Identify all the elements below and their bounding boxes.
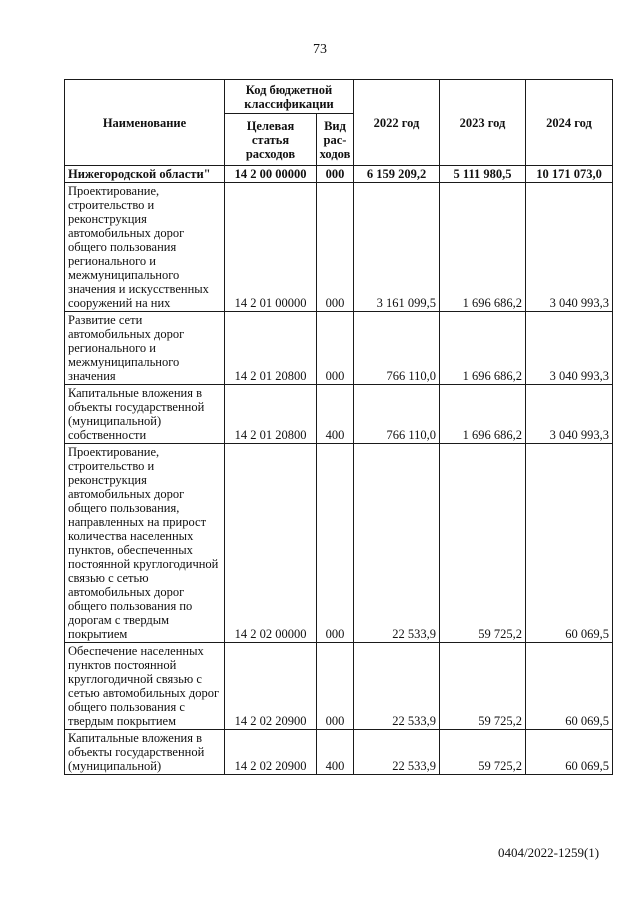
- row-name-cell: Капитальные вложения в объекты государственной (муниципальной): [65, 730, 225, 775]
- row-2022-cell: 22 533,9: [354, 730, 440, 775]
- row-2023-cell: 1 696 686,2: [440, 385, 526, 444]
- header-name: Наименование: [65, 80, 225, 166]
- row-2024-cell: 3 040 993,3: [526, 312, 613, 385]
- row-name-cell: Нижегородской области": [65, 166, 225, 183]
- document-number: 0404/2022-1259(1): [498, 845, 600, 860]
- row-type-cell: 400: [317, 730, 354, 775]
- row-target-cell: 14 2 02 20900: [225, 643, 317, 730]
- row-2024-cell: 60 069,5: [526, 730, 613, 775]
- row-type-cell: 000: [317, 183, 354, 312]
- row-type-cell: 000: [317, 312, 354, 385]
- row-2024-cell: 60 069,5: [526, 444, 613, 643]
- row-2022-cell: 766 110,0: [354, 312, 440, 385]
- row-target-cell: 14 2 00 00000: [225, 166, 317, 183]
- table-row: [65, 444, 613, 643]
- row-target-cell: 14 2 01 00000: [225, 183, 317, 312]
- row-2024-cell: 3 040 993,3: [526, 385, 613, 444]
- row-2022-cell: 3 161 099,5: [354, 183, 440, 312]
- row-name-cell: Развитие сети автомобильных дорог регионального и межмуниципального значения: [65, 312, 225, 385]
- header-year-2024: 2024 год: [526, 80, 613, 166]
- row-2022-cell: 22 533,9: [354, 444, 440, 643]
- header-code-group: Код бюджетной классификации: [225, 80, 354, 114]
- row-2022-cell: 6 159 209,2: [354, 166, 440, 183]
- row-2023-cell: 59 725,2: [440, 643, 526, 730]
- table-row: [65, 312, 613, 385]
- row-2023-cell: 59 725,2: [440, 444, 526, 643]
- budget-table: [64, 79, 613, 775]
- row-target-cell: 14 2 02 20900: [225, 730, 317, 775]
- table-row: [65, 385, 613, 444]
- row-name-cell: Проектирование, строительство и реконструкция автомобильных дорог общего пользования регионального и межмуниципального значения и искусственных сооружений на них: [65, 183, 225, 312]
- table-row: [65, 643, 613, 730]
- row-2022-cell: 22 533,9: [354, 643, 440, 730]
- row-2022-cell: 766 110,0: [354, 385, 440, 444]
- row-2024-cell: 10 171 073,0: [526, 166, 613, 183]
- table-row: [65, 183, 613, 312]
- row-2023-cell: 1 696 686,2: [440, 183, 526, 312]
- row-name-cell: Проектирование, строительство и реконструкция автомобильных дорог общего пользования, направленных на прирост количества населенных пунктов, обеспеченных постоянной круглогодичной связью с сетью автомобильных дорог общего пользования по дорогам с твердым покрытием: [65, 444, 225, 643]
- header-year-2023: 2023 год: [440, 80, 526, 166]
- header-year-2022: 2022 год: [354, 80, 440, 166]
- table-row: [65, 730, 613, 775]
- table-body: [65, 166, 613, 775]
- row-target-cell: 14 2 01 20800: [225, 385, 317, 444]
- row-2023-cell: 59 725,2: [440, 730, 526, 775]
- page-number: 73: [313, 42, 327, 57]
- row-2023-cell: 5 111 980,5: [440, 166, 526, 183]
- row-name-cell: Капитальные вложения в объекты государственной (муниципальной) собственности: [65, 385, 225, 444]
- row-target-cell: 14 2 02 00000: [225, 444, 317, 643]
- row-2024-cell: 3 040 993,3: [526, 183, 613, 312]
- header-expense-type: Вид рас-ходов: [317, 114, 354, 166]
- row-name-cell: Обеспечение населенных пунктов постоянной круглогодичной связью с сетью автомобильных дорог общего пользования с твердым покрытием: [65, 643, 225, 730]
- header-target-article: Целевая статья расходов: [225, 114, 317, 166]
- row-2023-cell: 1 696 686,2: [440, 312, 526, 385]
- row-type-cell: 000: [317, 444, 354, 643]
- row-type-cell: 400: [317, 385, 354, 444]
- row-target-cell: 14 2 01 20800: [225, 312, 317, 385]
- row-type-cell: 000: [317, 166, 354, 183]
- table-row: [65, 166, 613, 183]
- row-type-cell: 000: [317, 643, 354, 730]
- row-2024-cell: 60 069,5: [526, 643, 613, 730]
